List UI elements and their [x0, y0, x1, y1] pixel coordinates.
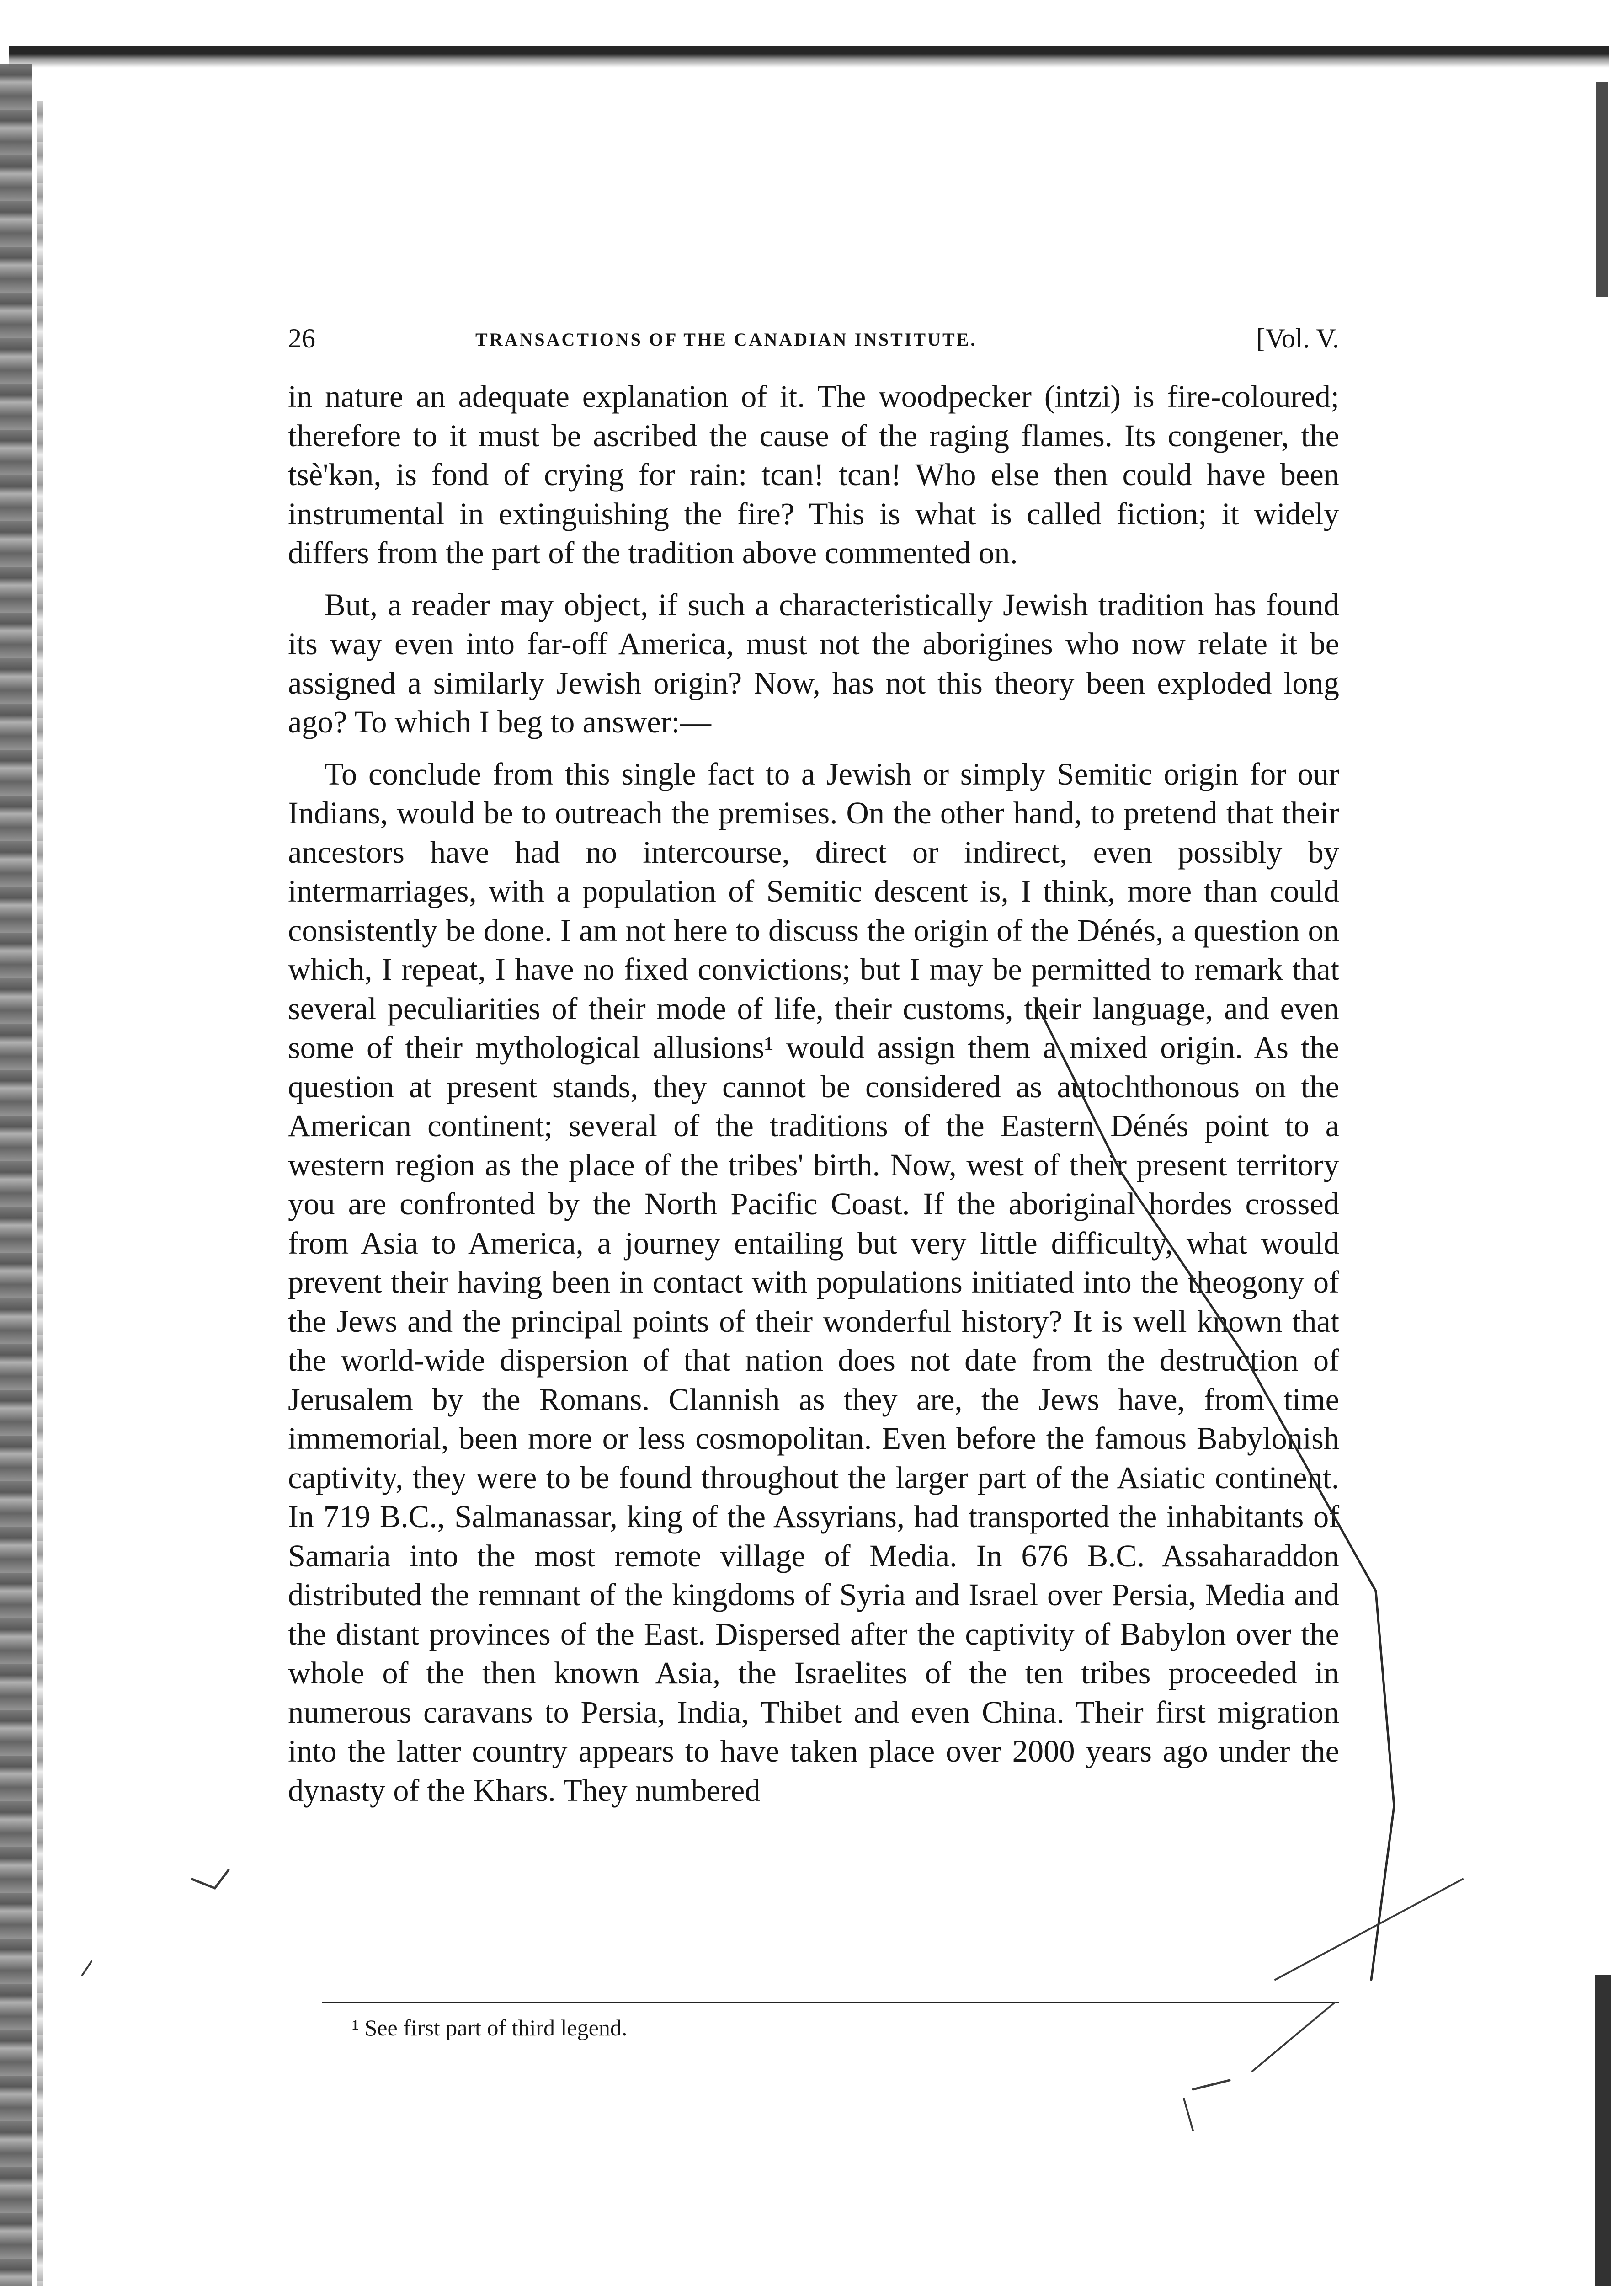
paragraph-3: To conclude from this single fact to a Jewish or simply Semitic origin for our Indians, would be to outreach the premises. On the other hand, to pretend that their ancestors have had no intercourse, direct or indirect, even possibly by intermarriages, with a population of Semitic descent is, I think, more than could consistently be done. I am not here to discuss the origin of the Dénés, a question on which, I repeat, I have no fixed convictions; but I may be permitted to remark that several peculiarities of their mode of life, their customs, their language, and even some of their mythological allusions¹ would assign them a mixed origin. As the question at present stands, they cannot be considered as autochthonous on the American continent; several of the traditions of the Eastern Dénés point to a western region as the place of the tribes' birth. Now, west of their present territory you are confronted by the North Pacific Coast. If the aboriginal hordes crossed from Asia to America, a journey entailing but very little difficulty, what would prevent their having been in contact with populations initiated into the theogony of the Jews and the principal points of their wonderful history? It is well known that the world-wide dispersion of that nation does not date from the destruction of Jerusalem by the Romans. Clannish as they are, the Jews have, from time immemorial, been more or less cosmopolitan. Even before the famous Babylonish captivity, they were to be found throughout the larger part of the Asiatic continent. In 719 B.C., Salmanassar, king of the Assyrians, had transported the inhabitants of Samaria into the most remote village of Media. In 676 B.C. Assaharaddon distributed the remnant of the kingdoms of Syria and Israel over Persia, Media and the distant provinces of the East. Dispersed after the captivity of Babylon over the whole of the then known Asia, the Israelites of the ten tribes proceeded in numerous caravans to Persia, India, Thibet and even China. Their first migration into the latter country appears to have taken place over 2000 years ago under the dynasty of the Khars. They numbered	[288, 756, 1339, 1808]
paragraph-1: in nature an adequate explanation of it. The woodpecker (intzi) is fire-coloured; therefore to it must be ascribed the cause of the raging flames. Its congener, the tsè'kən, is fond of crying for rain: tcan! tcan! Who else then could have been instrumental in extinguishing the fire? This is what is called fiction; it widely differs from the part of the tradition above commented on.	[288, 379, 1339, 570]
page-number: 26	[288, 323, 315, 353]
journal-title: TRANSACTIONS OF THE CANADIAN INSTITUTE.	[475, 329, 977, 350]
paragraph-2: But, a reader may object, if such a characteristically Jewish tradition has found its way even into far-off America, must not the aborigines who now relate it be assigned a similarly Jewish origin? Now, has not this theory been exploded long ago? To which I beg to answer:—	[288, 587, 1339, 739]
volume-label: [Vol. V.	[1256, 323, 1339, 353]
footnote: ¹ See first part of third legend.	[352, 2015, 628, 2040]
